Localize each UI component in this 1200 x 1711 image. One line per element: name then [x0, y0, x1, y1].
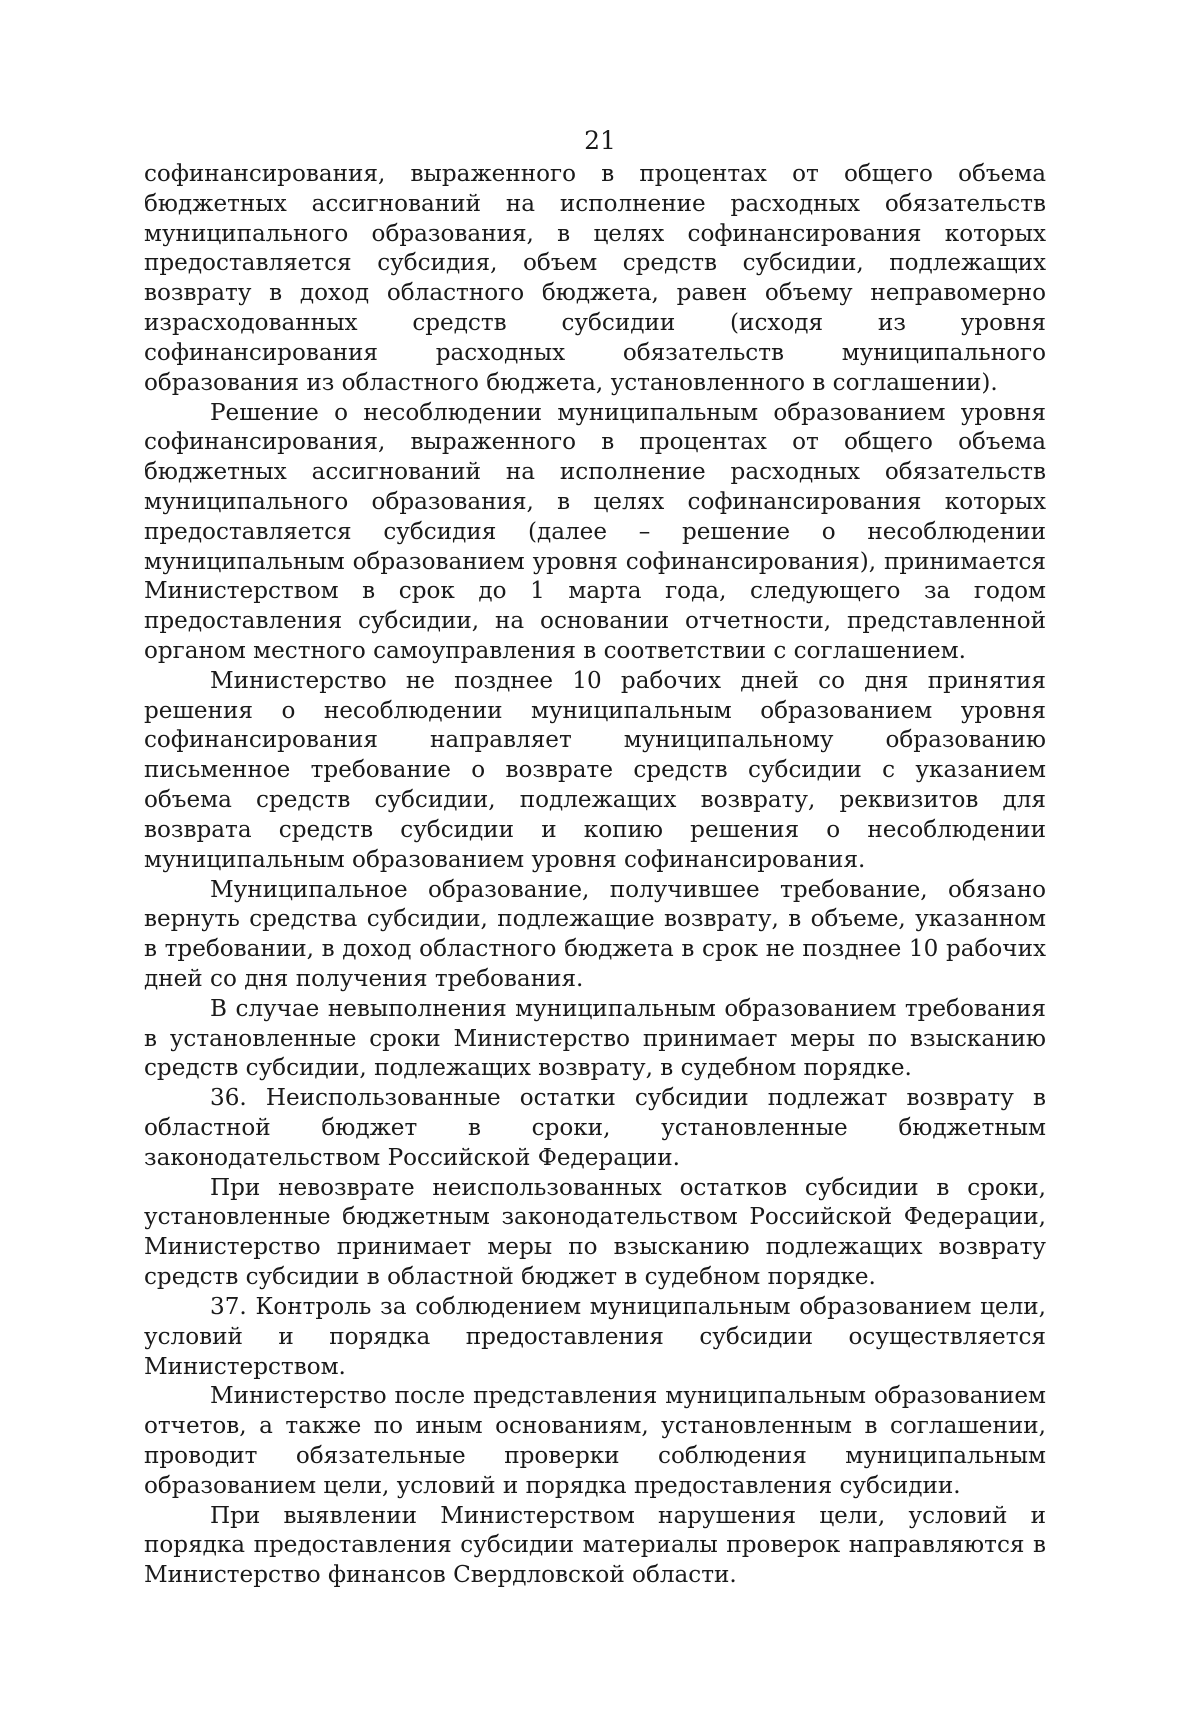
page-number: 21 — [584, 126, 616, 155]
document-body — [144, 160, 1046, 1591]
paragraph-non-return: При невозврате неиспользованных остатков субсидии в сроки, установленные бюджетным законодательством Российской Федерации, Министерство принимает меры по взысканию подлежащих возврату средств субсидии в областной бюджет в судебном порядке. — [144, 1174, 1046, 1291]
paragraph-item-37: 37. Контроль за соблюдением муниципальным образованием цели, условий и порядка предоставления субсидии осуществляется Министерством. — [144, 1293, 1046, 1380]
paragraph-cofinancing-decision: Решение о несоблюдении муниципальным образованием уровня софинансирования, выраженного в процентах от общего объема бюджетных ассигнований на исполнение расходных обязательств муниципального образования, в целях софинансирования которых предоставляется субсидия (далее – решение о несоблюдении муниципальным образованием уровня софинансирования), принимается Министерством в срок до 1 марта года, следующего за годом предоставления субсидии, на основании отчетности, представленной органом местного самоуправления в соответствии с соглашением. — [144, 399, 1046, 664]
paragraph-item-36: 36. Неиспользованные остатки субсидии подлежат возврату в областной бюджет в сроки, установленные бюджетным законодательством Российской Федерации. — [144, 1085, 1046, 1171]
paragraph-municipal-return: Муниципальное образование, получившее требование, обязано вернуть средства субсидии, подлежащие возврату, в объеме, указанном в требовании, в доход областного бюджета в срок не позднее 10 рабочих дней со дня получения требования. — [144, 876, 1046, 992]
paragraph-continuation: софинансирования, выраженного в процентах от общего объема бюджетных ассигнований на исполнение расходных обязательств муниципального образования, в целях софинансирования которых предоставляется субсидия, объем средств субсидии, подлежащих возврату в доход областного бюджета, равен объему неправомерно израсходованных средств субсидии (исходя из уровня софинансирования расходных обязательств муниципального образования из областного бюджета, установленного в соглашении). — [144, 161, 1046, 396]
paragraph-violations: При выявлении Министерством нарушения цели, условий и порядка предоставления субсидии материалы проверок направляются в Министерство финансов Свердловской области. — [144, 1502, 1046, 1589]
paragraph-ministry-requirement: Министерство не позднее 10 рабочих дней со дня принятия решения о несоблюдении муниципальным образованием уровня софинансирования направляет муниципальному образованию письменное требование о возврате средств субсидии с указанием объема средств субсидии, подлежащих возврату, реквизитов для возврата средств субсидии и копию решения о несоблюдении муниципальным образованием уровня софинансирования. — [144, 667, 1046, 873]
paragraph-court-recovery: В случае невыполнения муниципальным образованием требования в установленные сроки Министерство принимает меры по взысканию средств субсидии, подлежащих возврату, в судебном порядке. — [144, 995, 1046, 1082]
paragraph-inspections: Министерство после представления муниципальным образованием отчетов, а также по иным основаниям, установленным в соглашении, проводит обязательные проверки соблюдения муниципальным образованием цели, условий и порядка предоставления субсидии. — [144, 1383, 1046, 1499]
